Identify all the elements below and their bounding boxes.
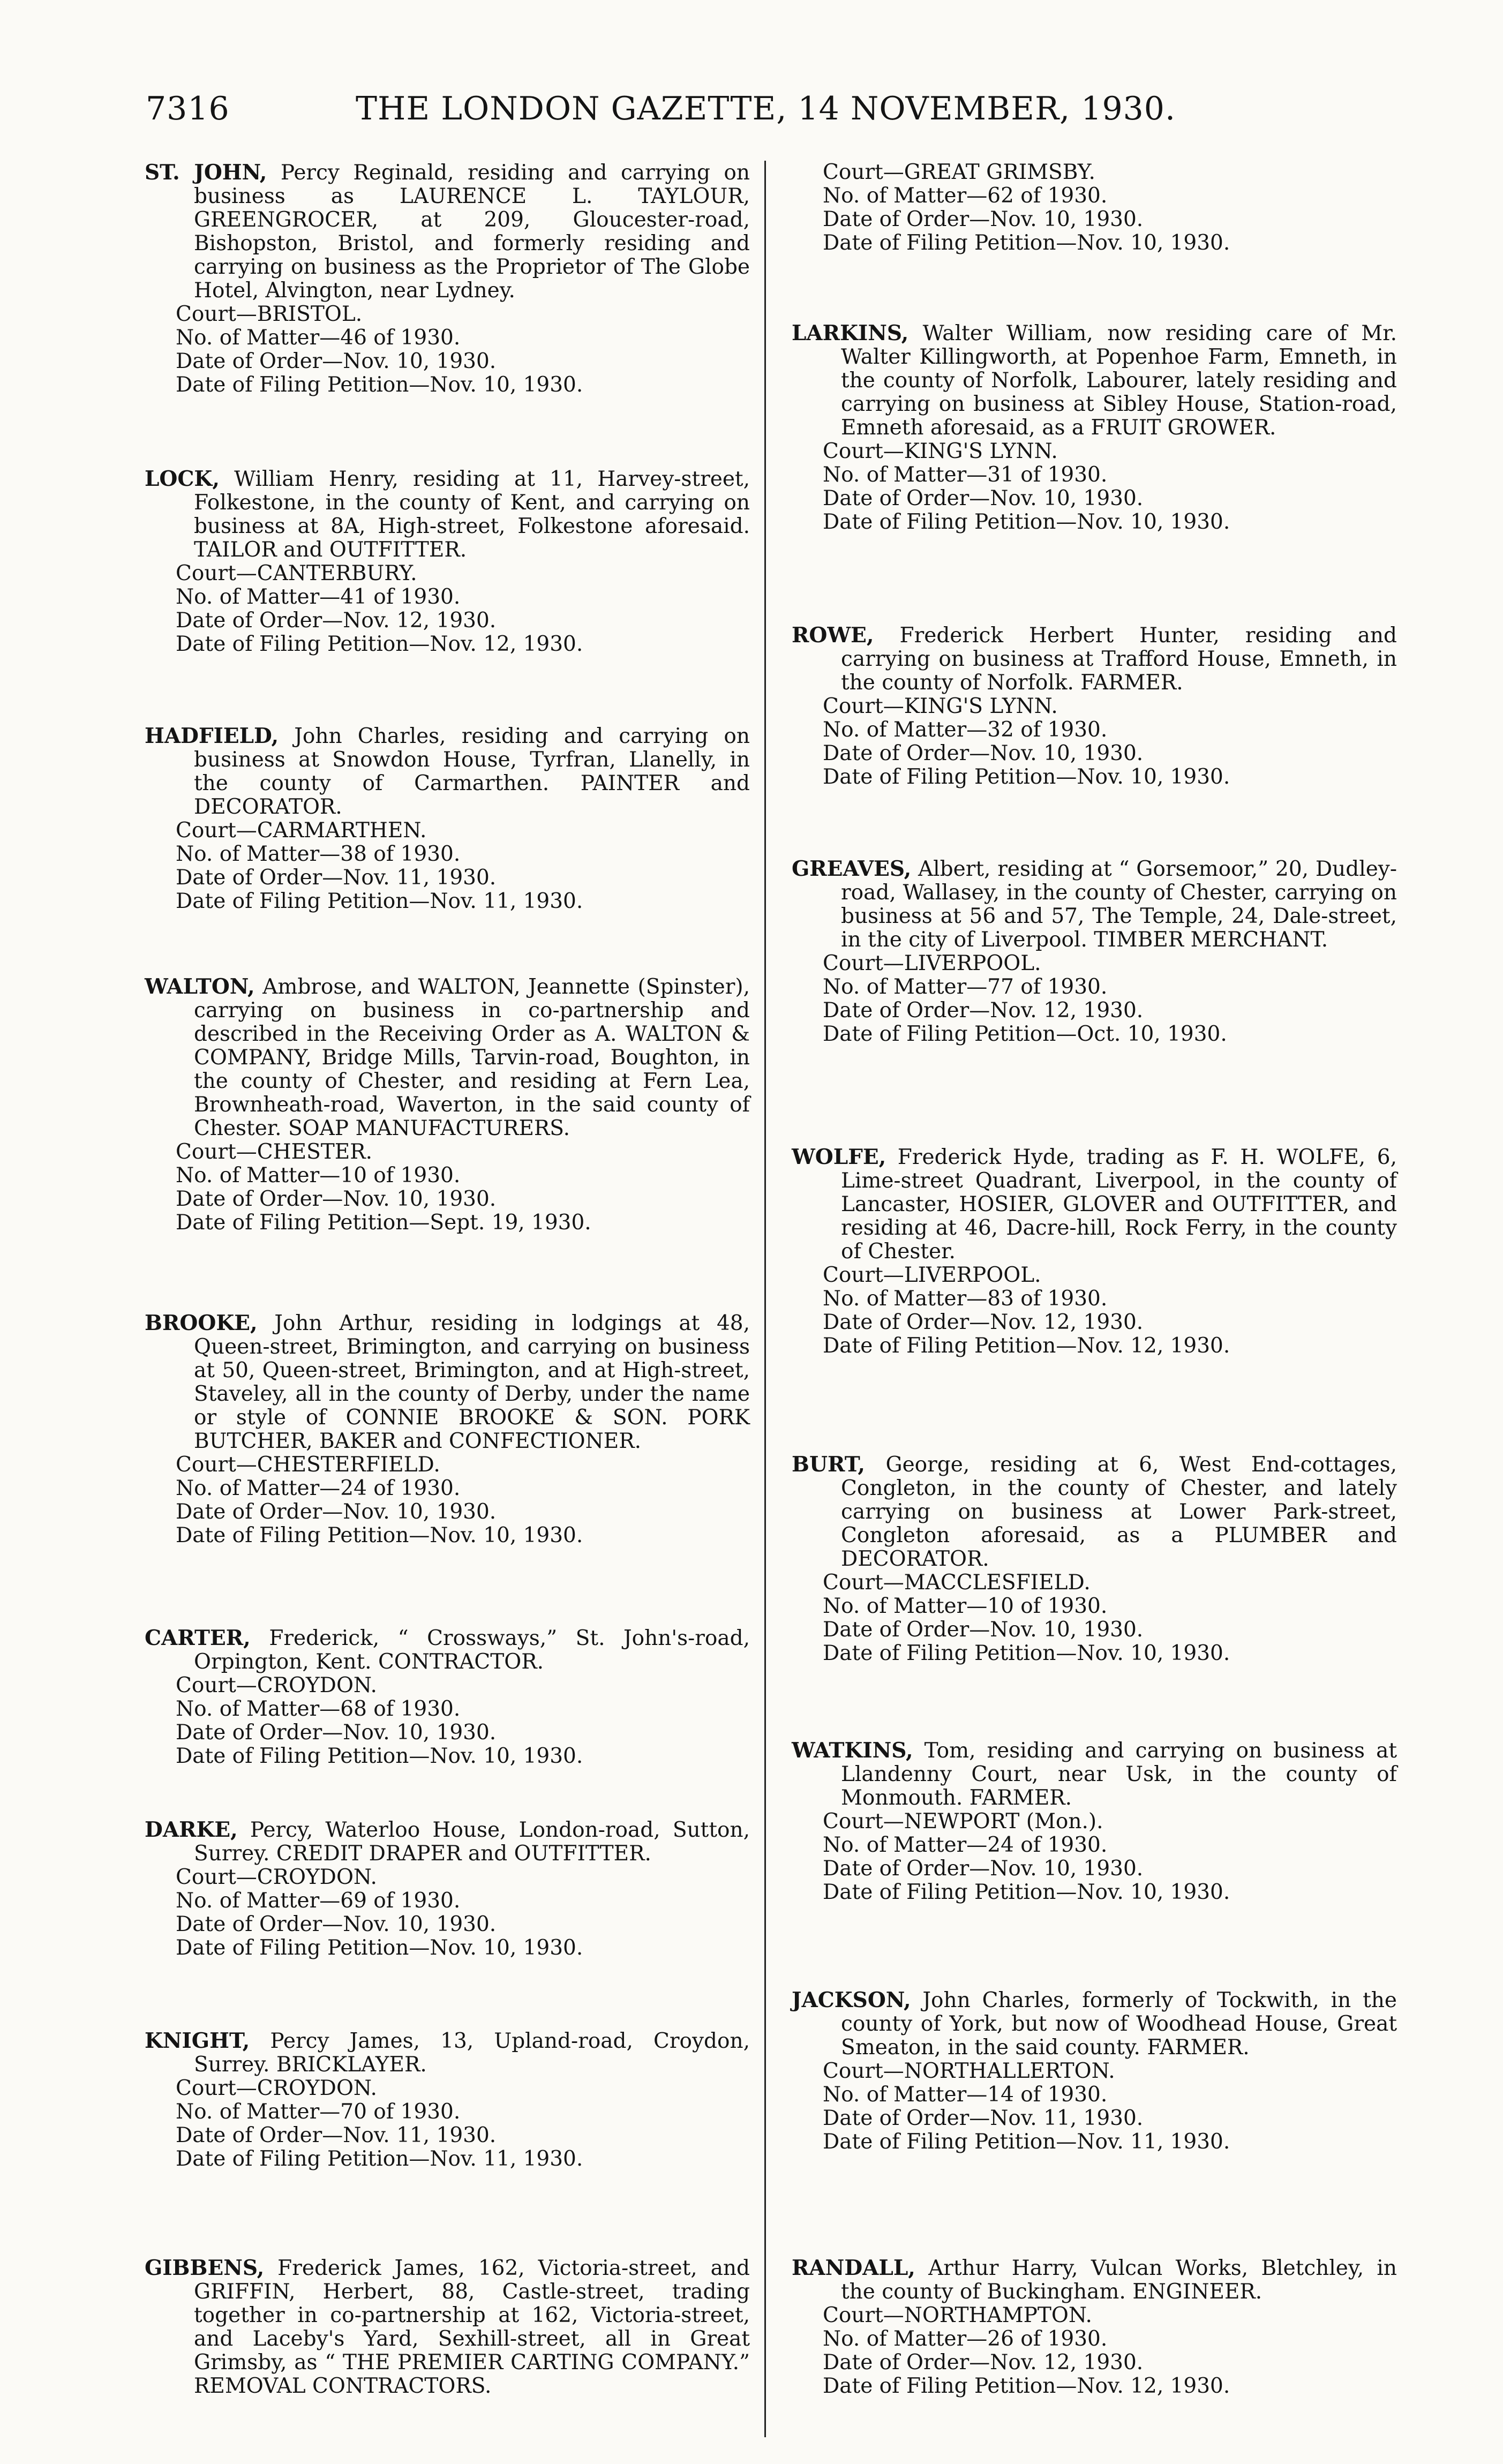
order-date: Date of Order—Nov. 10, 1930. bbox=[176, 1721, 497, 1745]
notice-entry bbox=[792, 1453, 1397, 1665]
debtor-name: BURT, bbox=[792, 1452, 866, 1477]
court: Court—CHESTERFIELD. bbox=[176, 1453, 440, 1477]
notice-text: Ambrose, and WALTON, Jeannette (Spinster), carrying on business in co-partnership and described in the Receiving Order as A. WALTON & COMPANY, Bridge Mills, Tarvin-road, Boughton, in the county of Chester, and residing at Fern Lea, Brownheath-road, Waverton, in the said county of Chester. SOAP MANUFACTURERS. bbox=[194, 975, 750, 1140]
notice-text: George, residing at 6, West End-cottages, Congleton, in the county of Chester, and lately carrying on business at Lower Park-street, Congleton aforesaid, as a PLUMBER and DECORATOR. bbox=[841, 1453, 1397, 1571]
court: Court—CROYDON. bbox=[176, 1673, 377, 1697]
court: Court—LIVERPOOL. bbox=[823, 951, 1041, 975]
court: Court—NEWPORT (Mon.). bbox=[823, 1809, 1103, 1834]
notice-description bbox=[145, 1818, 750, 1866]
page-header bbox=[146, 90, 1238, 138]
notice-description bbox=[145, 1626, 750, 1674]
notice-entry bbox=[792, 1988, 1397, 2154]
filing-date: Date of Filing Petition—Nov. 10, 1930. bbox=[823, 765, 1230, 789]
matter-number: No. of Matter—70 of 1930. bbox=[176, 2100, 461, 2124]
court: Court—NORTHAMPTON. bbox=[823, 2303, 1092, 2327]
notice-description bbox=[792, 1739, 1397, 1810]
order-date: Date of Order—Nov. 10, 1930. bbox=[823, 486, 1144, 510]
filing-date: Date of Filing Petition—Nov. 11, 1930. bbox=[823, 2130, 1230, 2154]
order-date: Date of Order—Nov. 11, 1930. bbox=[823, 2106, 1144, 2130]
debtor-name: LARKINS, bbox=[792, 321, 909, 345]
notice-description bbox=[145, 161, 750, 303]
notice-description bbox=[792, 857, 1397, 952]
debtor-name: CARTER, bbox=[145, 1626, 251, 1650]
filing-date: Date of Filing Petition—Nov. 10, 1930. bbox=[823, 231, 1230, 255]
notice-entry bbox=[792, 2256, 1397, 2398]
order-date: Date of Order—Nov. 12, 1930. bbox=[823, 1310, 1144, 1334]
court: Court—CARMARTHEN. bbox=[176, 818, 427, 843]
notice-description bbox=[145, 2029, 750, 2077]
notice-text: Percy, Waterloo House, London-road, Sutton, Surrey. CREDIT DRAPER and OUTFITTER. bbox=[194, 1818, 750, 1866]
matter-number: No. of Matter—62 of 1930. bbox=[823, 184, 1108, 208]
notice-text: John Arthur, residing in lodgings at 48, Queen-street, Brimington, and carrying on business at 50, Queen-street, Brimington, and at High-street, Staveley, all in the county of Derby, under the name or style of CONNIE BROOKE & SON. PORK BUTCHER, BAKER and CONFECTIONER. bbox=[194, 1311, 750, 1453]
court: Court—LIVERPOOL. bbox=[823, 1263, 1041, 1287]
notice-description bbox=[792, 1145, 1397, 1264]
debtor-name: WOLFE, bbox=[792, 1145, 886, 1169]
court: Court—CANTERBURY. bbox=[176, 561, 417, 585]
notice-text: Tom, residing and carrying on business at Llandenny Court, near Usk, in the county of Monmouth. FARMER. bbox=[841, 1739, 1397, 1810]
matter-number: No. of Matter—77 of 1930. bbox=[823, 975, 1108, 999]
notice-text: Walter William, now residing care of Mr. Walter Killingworth, at Popenhoe Farm, Emneth, in the county of Norfolk, Labourer, lately residing and carrying on business at Sibley House, Station-road, Emneth aforesaid, as a FRUIT GROWER. bbox=[841, 321, 1397, 440]
gazette-title: THE LONDON GAZETTE, 14 NOVEMBER, 1930. bbox=[356, 90, 1176, 127]
notice-text: Frederick Hyde, trading as F. H. WOLFE, 6, Lime-street Quadrant, Liverpool, in the county of Lancaster, HOSIER, GLOVER and OUTFITTER, and residing at 46, Dacre-hill, Rock Ferry, in the county of Chester. bbox=[841, 1145, 1397, 1264]
filing-date: Date of Filing Petition—Nov. 10, 1930. bbox=[823, 1641, 1230, 1665]
court: Court—KING'S LYNN. bbox=[823, 439, 1058, 463]
court: Court—BRISTOL. bbox=[176, 302, 363, 326]
court: Court—CROYDON. bbox=[176, 2076, 377, 2100]
court: Court—MACCLESFIELD. bbox=[823, 1571, 1091, 1595]
notice-description bbox=[145, 2256, 750, 2398]
order-date: Date of Order—Nov. 10, 1930. bbox=[176, 1912, 497, 1936]
debtor-name: JACKSON, bbox=[792, 1988, 911, 2012]
order-date: Date of Order—Nov. 11, 1930. bbox=[176, 2123, 497, 2147]
notice-entry bbox=[145, 1626, 750, 1768]
filing-date: Date of Filing Petition—Nov. 10, 1930. bbox=[176, 373, 583, 397]
notice-entry bbox=[145, 467, 750, 656]
debtor-name: GIBBENS, bbox=[145, 2256, 265, 2280]
filing-date: Date of Filing Petition—Nov. 11, 1930. bbox=[176, 2147, 583, 2171]
notice-text: Frederick, “ Crossways,” St. John's-road, Orpington, Kent. CONTRACTOR. bbox=[194, 1626, 750, 1674]
notice-text: William Henry, residing at 11, Harvey-street, Folkestone, in the county of Kent, and carrying on business at 8A, High-street, Folkestone aforesaid. TAILOR and OUTFITTER. bbox=[194, 467, 750, 562]
court: Court—NORTHALLERTON. bbox=[823, 2059, 1115, 2083]
filing-date: Date of Filing Petition—Oct. 10, 1930. bbox=[823, 1022, 1227, 1046]
notice-entry bbox=[792, 623, 1397, 789]
order-date: Date of Order—Nov. 11, 1930. bbox=[176, 866, 497, 890]
notice-entry bbox=[145, 724, 750, 913]
court: Court—CHESTER. bbox=[176, 1140, 373, 1164]
debtor-name: HADFIELD, bbox=[145, 724, 279, 748]
notice-description bbox=[145, 975, 750, 1140]
notice-entry bbox=[792, 321, 1397, 534]
filing-date: Date of Filing Petition—Sept. 19, 1930. bbox=[176, 1211, 591, 1235]
matter-number: No. of Matter—83 of 1930. bbox=[823, 1287, 1108, 1311]
notice-entry bbox=[145, 2029, 750, 2171]
order-date: Date of Order—Nov. 10, 1930. bbox=[176, 349, 497, 373]
debtor-name: WALTON, bbox=[145, 974, 255, 999]
filing-date: Date of Filing Petition—Nov. 11, 1930. bbox=[176, 889, 583, 913]
order-date: Date of Order—Nov. 12, 1930. bbox=[823, 2350, 1144, 2375]
filing-date: Date of Filing Petition—Nov. 12, 1930. bbox=[823, 2374, 1230, 2398]
court: Court—KING'S LYNN. bbox=[823, 694, 1058, 718]
matter-number: No. of Matter—32 of 1930. bbox=[823, 718, 1108, 742]
matter-number: No. of Matter—24 of 1930. bbox=[176, 1476, 461, 1500]
order-date: Date of Order—Nov. 10, 1930. bbox=[176, 1187, 497, 1211]
notice-entry bbox=[145, 1311, 750, 1547]
debtor-name: WATKINS, bbox=[792, 1738, 913, 1763]
matter-number: No. of Matter—38 of 1930. bbox=[176, 842, 461, 866]
notice-entry bbox=[792, 1739, 1397, 1904]
notice-description bbox=[792, 1988, 1397, 2060]
debtor-name: LOCK, bbox=[145, 467, 220, 491]
matter-number: No. of Matter—10 of 1930. bbox=[176, 1163, 461, 1188]
court: Court—CROYDON. bbox=[176, 1865, 377, 1889]
debtor-name: GREAVES, bbox=[792, 857, 912, 881]
notice-description bbox=[145, 1311, 750, 1453]
matter-number: No. of Matter—26 of 1930. bbox=[823, 2327, 1108, 2351]
notice-description bbox=[792, 321, 1397, 440]
debtor-name: KNIGHT, bbox=[145, 2029, 250, 2053]
debtor-name: RANDALL, bbox=[792, 2256, 915, 2280]
notice-entry bbox=[145, 161, 750, 397]
order-date: Date of Order—Nov. 10, 1930. bbox=[176, 1500, 497, 1524]
matter-number: No. of Matter—68 of 1930. bbox=[176, 1697, 461, 1721]
notice-entry bbox=[145, 975, 750, 1235]
filing-date: Date of Filing Petition—Nov. 10, 1930. bbox=[176, 1744, 583, 1768]
notice-text: Arthur Harry, Vulcan Works, Bletchley, in the county of Buckingham. ENGINEER. bbox=[841, 2256, 1397, 2304]
matter-number: No. of Matter—69 of 1930. bbox=[176, 1889, 461, 1913]
matter-number: No. of Matter—46 of 1930. bbox=[176, 326, 461, 350]
court: Court—GREAT GRIMSBY. bbox=[823, 160, 1095, 184]
page-number: 7316 bbox=[146, 90, 230, 127]
notice-description bbox=[145, 724, 750, 819]
notice-description bbox=[792, 2256, 1397, 2304]
notice-description bbox=[792, 623, 1397, 695]
notice-text: John Charles, residing and carrying on business at Snowdon House, Tyrfran, Llanelly, in the county of Carmarthen. PAINTER and DECORATOR. bbox=[194, 724, 750, 819]
notice-text: Frederick James, 162, Victoria-street, and GRIFFIN, Herbert, 88, Castle-street, trading together in co-partnership at 162, Victoria-street, and Laceby's Yard, Sexhill-street, all in Great Grimsby, as “ THE PREMIER CARTING COMPANY.” REMOVAL CONTRACTORS. bbox=[194, 2256, 750, 2398]
filing-date: Date of Filing Petition—Nov. 12, 1930. bbox=[823, 1334, 1230, 1358]
notice-text: Frederick Herbert Hunter, residing and carrying on business at Trafford House, Emneth, in the county of Norfolk. FARMER. bbox=[841, 623, 1397, 695]
order-date: Date of Order—Nov. 10, 1930. bbox=[823, 741, 1144, 765]
notice-text: Percy James, 13, Upland-road, Croydon, Surrey. BRICKLAYER. bbox=[194, 2029, 750, 2077]
matter-number: No. of Matter—31 of 1930. bbox=[823, 463, 1108, 487]
notice-entry bbox=[792, 1145, 1397, 1358]
notice-entry bbox=[792, 857, 1397, 1046]
filing-date: Date of Filing Petition—Nov. 10, 1930. bbox=[176, 1936, 583, 1960]
matter-number: No. of Matter—14 of 1930. bbox=[823, 2083, 1108, 2107]
order-date: Date of Order—Nov. 10, 1930. bbox=[823, 1618, 1144, 1642]
matter-number: No. of Matter—41 of 1930. bbox=[176, 585, 461, 609]
filing-date: Date of Filing Petition—Nov. 10, 1930. bbox=[823, 1880, 1230, 1904]
notice-text: Albert, residing at “ Gorsemoor,” 20, Dudley-road, Wallasey, in the county of Chester, carrying on business at 56 and 57, The Temple, 24, Dale-street, in the city of Liverpool. TIMBER MERCHANT. bbox=[841, 857, 1397, 952]
order-date: Date of Order—Nov. 12, 1930. bbox=[823, 998, 1144, 1023]
notice-description bbox=[145, 467, 750, 562]
debtor-name: DARKE, bbox=[145, 1817, 238, 1842]
order-date: Date of Order—Nov. 10, 1930. bbox=[823, 207, 1144, 231]
column-divider bbox=[764, 161, 766, 2437]
notice-entry bbox=[145, 2256, 750, 2398]
notice-description bbox=[792, 1453, 1397, 1571]
matter-number: No. of Matter—10 of 1930. bbox=[823, 1594, 1108, 1618]
notice-entry-continued bbox=[792, 161, 1397, 255]
notice-text: Percy Reginald, residing and carrying on business as LAURENCE L. TAYLOUR, GREENGROCER, at 209, Gloucester-road, Bishopston, Bristol, and formerly residing and carrying on business as the Proprietor of The Globe Hotel, Alvington, near Lydney. bbox=[194, 161, 750, 303]
debtor-name: ST. JOHN, bbox=[145, 160, 267, 185]
order-date: Date of Order—Nov. 12, 1930. bbox=[176, 609, 497, 633]
filing-date: Date of Filing Petition—Nov. 10, 1930. bbox=[823, 510, 1230, 534]
notice-text: John Charles, formerly of Tockwith, in the county of York, but now of Woodhead House, Great Smeaton, in the said county. FARMER. bbox=[841, 1988, 1397, 2060]
debtor-name: ROWE, bbox=[792, 623, 874, 648]
matter-number: No. of Matter—24 of 1930. bbox=[823, 1833, 1108, 1857]
order-date: Date of Order—Nov. 10, 1930. bbox=[823, 1857, 1144, 1881]
filing-date: Date of Filing Petition—Nov. 12, 1930. bbox=[176, 632, 583, 656]
filing-date: Date of Filing Petition—Nov. 10, 1930. bbox=[176, 1523, 583, 1547]
debtor-name: BROOKE, bbox=[145, 1311, 258, 1335]
notice-entry bbox=[145, 1818, 750, 1960]
